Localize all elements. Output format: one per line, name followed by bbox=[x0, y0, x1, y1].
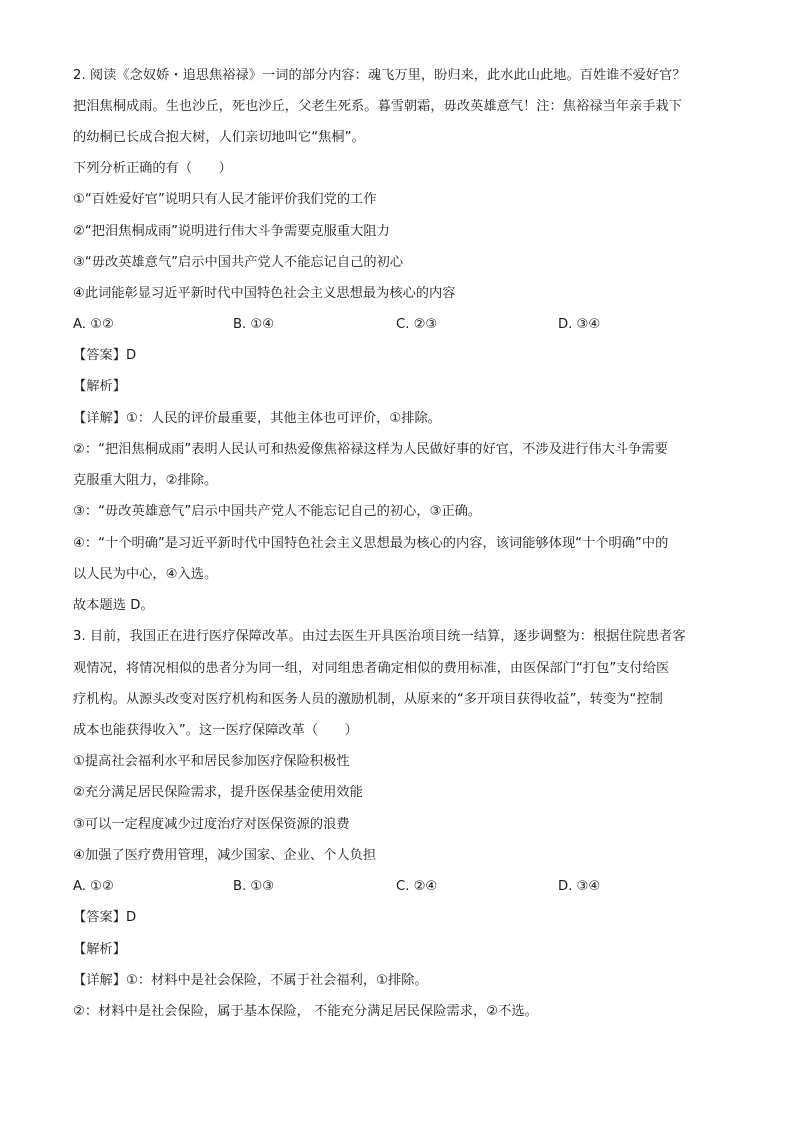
q2-statement: ④此词能彰显习近平新时代中国特色社会主义思想最为核心的内容 bbox=[73, 286, 456, 301]
q3-option-b: B. ①③ bbox=[233, 879, 275, 894]
q2-answer: 【答案】D bbox=[73, 348, 137, 363]
q2-stem-line: 的幼桐已长成合抱大树，人们亲切地叫它“焦桐”。 bbox=[73, 130, 365, 145]
q2-detail-line: ③：“毋改英雄意气”启示中国共产党人不能忘记自己的初心，③正确。 bbox=[73, 504, 482, 519]
q2-option-b: B. ①④ bbox=[233, 317, 275, 332]
q3-stem-line: 疗机构。从源头改变对医疗机构和医务人员的激励机制，从原来的“多开项目获得收益”，转变为“控制 bbox=[73, 692, 663, 707]
q3-option-a: A. ①② bbox=[73, 879, 114, 894]
q3-statement: ③可以一定程度减少过度治疗对医保资源的浪费 bbox=[73, 817, 350, 832]
q2-option-a: A. ①② bbox=[73, 317, 114, 332]
q2-detail-line: 【详解】①：人民的评价最重要，其他主体也可评价，①排除。 bbox=[73, 411, 441, 426]
q3-prompt: 成本也能获得收入”。这一医疗保障改革（ ） bbox=[73, 723, 358, 738]
q2-conclusion: 故本题选 D。 bbox=[73, 598, 154, 613]
q3-answer: 【答案】D bbox=[73, 910, 137, 925]
q2-analysis-heading: 【解析】 bbox=[73, 379, 126, 394]
q2-prompt: 下列分析正确的有（ ） bbox=[73, 161, 232, 176]
q2-detail-line: 以人民为中心，④入选。 bbox=[73, 567, 218, 582]
q3-statement: ④加强了医疗费用管理，减少国家、企业、个人负担 bbox=[73, 848, 377, 863]
q3-detail-line: ②：材料中是社会保险，属于基本保险， 不能充分满足居民保险需求，②不选。 bbox=[73, 1004, 538, 1019]
q3-statement: ①提高社会福利水平和居民参加医疗保险积极性 bbox=[73, 754, 350, 769]
q3-detail-line: 【详解】①：材料中是社会保险，不属于社会福利，①排除。 bbox=[73, 973, 428, 988]
q3-statement: ②充分满足居民保险需求，提升医保基金使用效能 bbox=[73, 785, 363, 800]
q3-analysis-heading: 【解析】 bbox=[73, 942, 126, 957]
q2-statement: ①“百姓爱好官”说明只有人民才能评价我们党的工作 bbox=[73, 192, 377, 207]
q3-option-d: D. ③④ bbox=[558, 879, 601, 894]
q2-option-c: C. ②③ bbox=[396, 317, 438, 332]
q2-detail-line: ④：“十个明确”是习近平新时代中国特色社会主义思想最为核心的内容，该词能够体现“十个明确”中的 bbox=[73, 536, 669, 551]
q2-stem-line: 把泪焦桐成雨。生也沙丘，死也沙丘，父老生死系。暮雪朝霜，毋改英雄意气！注：焦裕禄当年亲手栽下 bbox=[73, 99, 682, 114]
q2-statement: ③“毋改英雄意气”启示中国共产党人不能忘记自己的初心 bbox=[73, 255, 404, 270]
q2-detail-line: ②：“把泪焦桐成雨”表明人民认可和热爱像焦裕禄这样为人民做好事的好官，不涉及进行伟大斗争需要 bbox=[73, 442, 668, 457]
q2-statement: ②“把泪焦桐成雨”说明进行伟大斗争需要克服重大阻力 bbox=[73, 224, 390, 239]
q3-stem-line: 3. 目前，我国正在进行医疗保障改革。由过去医生开具医治项目统一结算，逐步调整为：根据住院患者客 bbox=[73, 629, 686, 644]
q2-stem-line: 2. 阅读《念奴娇・追思焦裕禄》一词的部分内容：魂飞万里，盼归来，此水此山此地。百姓谁不爱好官？ bbox=[73, 68, 686, 83]
q3-option-c: C. ②④ bbox=[396, 879, 438, 894]
q3-stem-line: 观情况，将情况相似的患者分为同一组，对同组患者确定相似的费用标准，由医保部门“打包”支付给医 bbox=[73, 661, 670, 676]
q2-option-d: D. ③④ bbox=[558, 317, 601, 332]
q2-detail-line: 克服重大阻力，②排除。 bbox=[73, 473, 218, 488]
